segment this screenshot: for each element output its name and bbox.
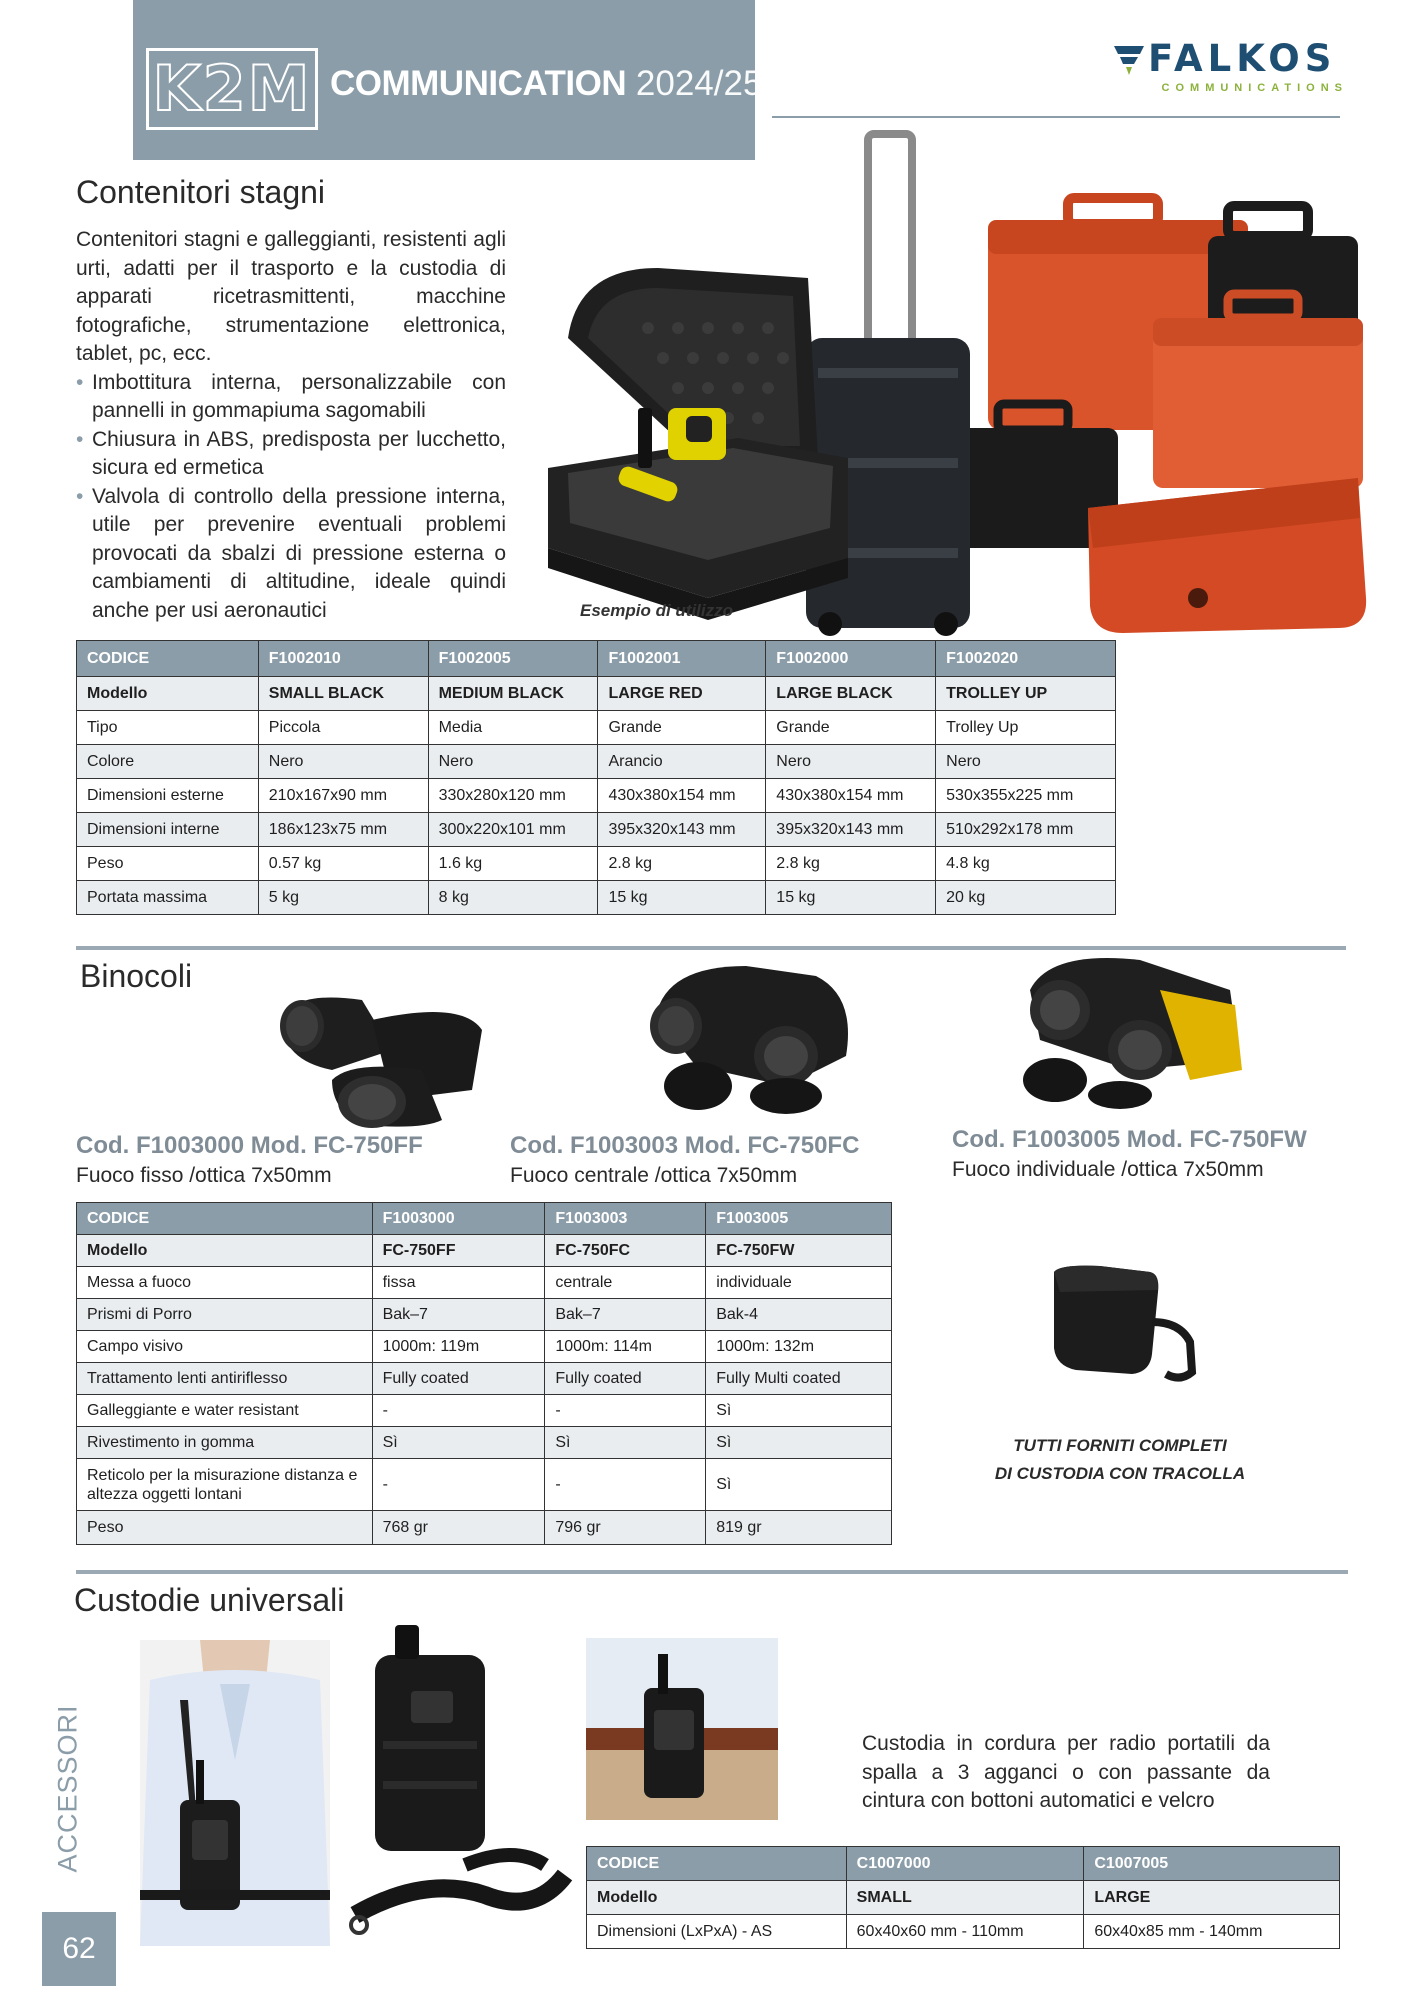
table-cell: 330x280x120 mm (428, 779, 598, 813)
table-cell: Peso (77, 1511, 373, 1545)
table-header-cell: C1007000 (846, 1847, 1084, 1881)
table-cell: 819 gr (706, 1511, 892, 1545)
table-cell: 768 gr (372, 1511, 545, 1545)
table-cell: 510x292x178 mm (936, 813, 1116, 847)
table-cell: individuale (706, 1267, 892, 1299)
table-header-row (77, 1203, 892, 1235)
table-cell: - (545, 1459, 706, 1511)
table-cell: Dimensioni (LxPxA) - AS (587, 1915, 847, 1949)
table-cell: 430x380x154 mm (766, 779, 936, 813)
table-cell: Arancio (598, 745, 766, 779)
table-cell: Nero (936, 745, 1116, 779)
table-cell: Dimensioni esterne (77, 779, 259, 813)
product-description: Fuoco individuale /ottica 7x50mm (952, 1158, 1264, 1181)
table-cell: Sì (706, 1459, 892, 1511)
table-cell: LARGE (1084, 1881, 1340, 1915)
table-cell: Campo visivo (77, 1331, 373, 1363)
table-cell: SMALL BLACK (258, 677, 428, 711)
table-cell: 2.8 kg (766, 847, 936, 881)
product-description: Fuoco fisso /ottica 7x50mm (76, 1164, 332, 1187)
table-cell: Nero (766, 745, 936, 779)
table-cell: FC-750FC (545, 1235, 706, 1267)
table-row (77, 1427, 892, 1459)
table-header-cell: F1002020 (936, 641, 1116, 677)
table-cell: centrale (545, 1267, 706, 1299)
table-cell: 1000m: 132m (706, 1331, 892, 1363)
table-row (77, 1331, 892, 1363)
product-code-title: Cod. F1003005 Mod. FC-750FW (952, 1126, 1307, 1153)
note-line: DI CUSTODIA CON TRACOLLA (994, 1464, 1246, 1483)
table-cell: MEDIUM BLACK (428, 677, 598, 711)
cases-bullet: • Valvola di controllo della pressione interna, utile per prevenire eventuali problemi provocati da sbalzi di pressione esterna o cambiamenti di altitudine, ideale quindi anche per usi aeronautici (76, 483, 506, 626)
table-cell: Nero (258, 745, 428, 779)
table-cell: Bak–7 (372, 1299, 545, 1331)
table-cell: Portata massima (77, 881, 259, 915)
table-cell: FC-750FF (372, 1235, 545, 1267)
table-cell: 530x355x225 mm (936, 779, 1116, 813)
table-cell: Fully coated (545, 1363, 706, 1395)
table-cell: Prismi di Porro (77, 1299, 373, 1331)
table-cell: TROLLEY UP (936, 677, 1116, 711)
table-cell: FC-750FW (706, 1235, 892, 1267)
table-cell: Sì (706, 1427, 892, 1459)
binoculars-spec-table (76, 1202, 892, 1545)
table-cell: Fully coated (372, 1363, 545, 1395)
pouch-with-strap-photo (345, 1625, 575, 1945)
table-cell: Sì (372, 1427, 545, 1459)
table-cell: 5 kg (258, 881, 428, 915)
table-row (77, 1459, 892, 1511)
table-cell: Piccola (258, 711, 428, 745)
table-row (77, 1299, 892, 1331)
table-cell: - (372, 1459, 545, 1511)
table-cell: 4.8 kg (936, 847, 1116, 881)
table-cell: 0.57 kg (258, 847, 428, 881)
pouches-spec-table (586, 1846, 1340, 1949)
note-line: TUTTI FORNITI COMPLETI (1013, 1436, 1227, 1455)
binoculars-fc-photo (636, 956, 868, 1116)
table-cell: 60x40x85 mm - 140mm (1084, 1915, 1340, 1949)
table-cell: LARGE RED (598, 677, 766, 711)
cases-bullet: • Chiusura in ABS, predisposta per lucchetto, sicura ed ermetica (76, 426, 506, 483)
table-row (77, 1363, 892, 1395)
table-row (77, 1395, 892, 1427)
table-cell: 60x40x60 mm - 110mm (846, 1915, 1084, 1949)
table-row (77, 813, 1116, 847)
table-cell: Messa a fuoco (77, 1267, 373, 1299)
cases-section-title: Contenitori stagni (76, 174, 326, 210)
table-cell: 1000m: 119m (372, 1331, 545, 1363)
table-cell: Reticolo per la misurazione distanza e altezza oggetti lontani (77, 1459, 373, 1511)
table-row (77, 1235, 892, 1267)
table-cell: fissa (372, 1267, 545, 1299)
table-cell: 430x380x154 mm (598, 779, 766, 813)
pouches-section-title: Custodie universali (74, 1582, 345, 1618)
table-cell: Galleggiante e water resistant (77, 1395, 373, 1427)
table-cell: 8 kg (428, 881, 598, 915)
table-cell: 15 kg (598, 881, 766, 915)
table-row (77, 1267, 892, 1299)
table-cell: Modello (587, 1881, 847, 1915)
table-cell: Grande (598, 711, 766, 745)
table-cell: 2.8 kg (598, 847, 766, 881)
table-cell: Sì (706, 1395, 892, 1427)
table-cell: Bak–7 (545, 1299, 706, 1331)
table-header-cell: CODICE (77, 1203, 373, 1235)
photo-caption: Esempio di utilizzo (580, 601, 734, 620)
table-header-cell: CODICE (77, 641, 259, 677)
belt-pouch-photo (586, 1638, 778, 1820)
table-header-cell: C1007005 (1084, 1847, 1340, 1881)
table-cell: 796 gr (545, 1511, 706, 1545)
cases-description (76, 226, 506, 625)
header-rule (772, 116, 1340, 118)
falkos-logo: FALKOS COMMUNICATIONS (1112, 40, 1347, 100)
table-cell: Trolley Up (936, 711, 1116, 745)
table-cell: Nero (428, 745, 598, 779)
table-header-cell: F1002000 (766, 641, 936, 677)
cases-spec-table (76, 640, 1116, 915)
table-cell: Modello (77, 677, 259, 711)
table-cell: 395x320x143 mm (766, 813, 936, 847)
section-divider (76, 1570, 1348, 1574)
binoculars-section-title: Binocoli (80, 958, 193, 994)
table-cell: 395x320x143 mm (598, 813, 766, 847)
table-header-cell: F1002005 (428, 641, 598, 677)
table-row (587, 1915, 1340, 1949)
header-title: COMMUNICATION 2024/25 (330, 64, 763, 103)
table-cell: 186x123x75 mm (258, 813, 428, 847)
table-row (77, 881, 1116, 915)
table-cell: Modello (77, 1235, 373, 1267)
table-cell: 300x220x101 mm (428, 813, 598, 847)
table-cell: Sì (545, 1427, 706, 1459)
table-header-row (77, 641, 1116, 677)
product-description: Fuoco centrale /ottica 7x50mm (510, 1164, 798, 1187)
table-cell: Bak-4 (706, 1299, 892, 1331)
table-row (77, 745, 1116, 779)
table-cell: Grande (766, 711, 936, 745)
table-header-row (587, 1847, 1340, 1881)
binoculars-ff-photo (272, 990, 502, 1130)
cases-bullet: • Imbottitura interna, personalizzabile con pannelli in gommapiuma sagomabili (76, 369, 506, 426)
table-cell: Rivestimento in gomma (77, 1427, 373, 1459)
table-row (77, 677, 1116, 711)
table-cell: Tipo (77, 711, 259, 745)
table-cell: Peso (77, 847, 259, 881)
binoculars-fw-photo (1010, 950, 1250, 1110)
k2m-logo: K2M (146, 48, 318, 130)
table-cell: Trattamento lenti antiriflesso (77, 1363, 373, 1395)
table-cell: Media (428, 711, 598, 745)
table-header-cell: F1002010 (258, 641, 428, 677)
table-cell: - (545, 1395, 706, 1427)
table-header-cell: F1002001 (598, 641, 766, 677)
binoculars-note (960, 1432, 1280, 1488)
table-cell: Fully Multi coated (706, 1363, 892, 1395)
carry-case-photo (1040, 1262, 1200, 1390)
table-row (587, 1881, 1340, 1915)
table-header-cell: F1003005 (706, 1203, 892, 1235)
table-cell: LARGE BLACK (766, 677, 936, 711)
table-cell: 15 kg (766, 881, 936, 915)
table-cell: Colore (77, 745, 259, 779)
table-cell: Dimensioni interne (77, 813, 259, 847)
table-header-cell: F1003003 (545, 1203, 706, 1235)
side-tab-accessori: ACCESSORI (52, 1704, 83, 1873)
table-cell: 20 kg (936, 881, 1116, 915)
shoulder-pouch-photo (140, 1640, 330, 1946)
table-header-cell: CODICE (587, 1847, 847, 1881)
product-code-title: Cod. F1003003 Mod. FC-750FC (510, 1132, 860, 1159)
pouches-description: Custodia in cordura per radio portatili da spalla a 3 agganci o con passante da cintura con bottoni automatici e velcro (862, 1732, 1270, 1812)
table-header-cell: F1003000 (372, 1203, 545, 1235)
product-code-title: Cod. F1003000 Mod. FC-750FF (76, 1132, 423, 1159)
table-cell: 210x167x90 mm (258, 779, 428, 813)
table-cell: 1000m: 114m (545, 1331, 706, 1363)
falkos-mark-icon (1112, 42, 1146, 76)
table-cell: 1.6 kg (428, 847, 598, 881)
table-row (77, 1511, 892, 1545)
table-cell: - (372, 1395, 545, 1427)
cases-photo (548, 128, 1368, 648)
table-row (77, 779, 1116, 813)
page-number: 62 (42, 1912, 116, 1986)
cases-intro-text: Contenitori stagni e galleggianti, resistenti agli urti, adatti per il trasporto e la custodia di apparati ricetrasmittenti, macchine fotografiche, strumentazione elettronica, tablet, pc, ecc. (76, 228, 506, 365)
table-row (77, 847, 1116, 881)
table-row (77, 711, 1116, 745)
table-cell: SMALL (846, 1881, 1084, 1915)
